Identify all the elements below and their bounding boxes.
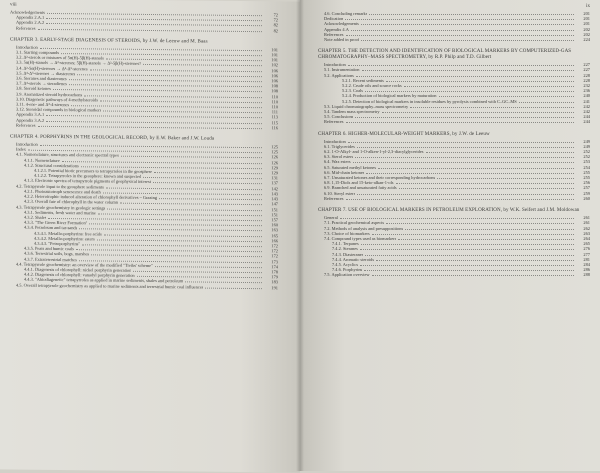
- toc-entry-title: 7.4. Compound types used as biomarkers: [324, 235, 397, 241]
- chapter-7-heading: CHAPTER 7. USE OF BIOLOGICAL MARKERS IN PETROLEUM EXPLORATION, by W.K. Seifert and J.M. Moldowan: [318, 208, 580, 214]
- toc-entry-title: References: [324, 31, 344, 37]
- toc-entry-page: 236: [583, 88, 590, 94]
- toc-list-chapter-6: [318, 139, 590, 201]
- dot-leader: [519, 102, 574, 103]
- toc-entry-title: Introduction: [324, 138, 346, 144]
- toc-entry-title: 5.2.4. Production of biological markers by maturation: [342, 93, 437, 99]
- toc-entry-page: 82: [273, 27, 278, 33]
- dot-leader: [372, 234, 574, 235]
- toc-entry-page: 265: [583, 241, 590, 247]
- toc-entry-page: 163: [271, 227, 278, 233]
- toc-entry-title: 7.4.2. Steranes: [332, 246, 358, 252]
- toc-entry-page: 288: [583, 272, 590, 278]
- toc-entry-page: 244: [583, 119, 590, 125]
- toc-entry-page: 108: [271, 88, 278, 94]
- toc-entry-title: Appendix 4.A: [324, 26, 349, 32]
- toc-entry-title: 5.4. Tandem mass spectrometry: [324, 109, 380, 115]
- toc-entry-title: 4.5. Overall tetrapyrrole geochemistry as applied to marine sediments and terrestrial humic coal influences: [16, 282, 204, 290]
- dot-leader: [410, 107, 574, 108]
- toc-entry-page: 255: [583, 169, 590, 175]
- dot-leader: [38, 126, 262, 129]
- toc-entry-title: 4.2. Tetrapyrrole input to the geosphere sediments: [16, 183, 104, 190]
- toc-entry-page: 82: [273, 22, 278, 28]
- toc-entry-page: 284: [583, 261, 590, 267]
- dot-leader: [360, 249, 574, 250]
- toc-entry-page: 72: [273, 17, 278, 23]
- toc-entry-page: 259: [583, 190, 590, 196]
- toc-entry-title: 4.3.2. Shales: [24, 214, 47, 220]
- toc-entry-title: Dedication: [324, 16, 344, 22]
- toc-entry-title: 7.4.1. Terpanes: [332, 241, 359, 247]
- toc-entry-title: 6.1. Triglycerides: [324, 143, 355, 149]
- dot-leader: [346, 122, 574, 123]
- toc-entry-title: 7.2. Methods of analysis and presuppositions: [324, 225, 404, 231]
- toc-entry-title: 3.1. Starting compounds: [16, 49, 59, 56]
- toc-entry-title: 4.3.4. Petroleum and tar-sands: [24, 224, 78, 231]
- dot-leader: [405, 229, 574, 230]
- toc-entry-title: 4.3.3. "The Green River Formation": [24, 219, 88, 226]
- dot-leader: [396, 183, 574, 184]
- toc-entry-page: 101: [271, 52, 278, 58]
- toc-entry-page: 227: [583, 67, 590, 73]
- toc-entry-title: 5.5. Conclusions: [324, 114, 354, 120]
- toc-entry-title: 6.7. Unsaturated ketones and their corresponding hydrocarbons: [324, 175, 436, 181]
- toc-entry-page: 224: [583, 37, 590, 43]
- dot-leader: [366, 173, 574, 174]
- toc-entry-title: 7.3. Choice of biomarkers: [324, 230, 370, 236]
- toc-entry-page: 106: [271, 73, 278, 79]
- book-gutter: [296, 0, 304, 471]
- toc-list-chapter-3: [10, 44, 278, 130]
- toc-entry-title: 4.4. Tetrapyrrole geochemistry: an overview of the modified "Treibs' scheme": [16, 261, 153, 268]
- toc-entry-page: 263: [583, 230, 590, 236]
- toc-entry-page: 202: [583, 26, 590, 32]
- toc-entry-title: 6.6. Mid-chain ketones: [324, 169, 365, 175]
- dot-leader: [382, 112, 574, 113]
- toc-entry-title: References: [16, 122, 36, 128]
- toc-entry-page: 253: [583, 159, 590, 165]
- toc-entry-title: 6.2. 1-O-Alkyl- and 1-O-alken-1-yl-2,3-diacylglycerides: [324, 149, 424, 155]
- toc-entry-title: 5.2. Applications: [324, 72, 354, 78]
- toc-entry-page: 172: [271, 243, 278, 249]
- dot-leader: [365, 91, 574, 92]
- toc-entry-page: 113: [271, 114, 278, 120]
- toc-entry-title: General: [324, 215, 338, 221]
- toc-entry-page: 276: [583, 246, 590, 252]
- toc-entry-title: 5.3. Liquid chromatography–mass spectrometry: [324, 103, 409, 109]
- toc-entry-page: 262: [583, 225, 590, 231]
- dot-leader: [364, 270, 574, 271]
- toc-entry-title: Introduction: [16, 44, 38, 50]
- toc-entry-page: 249: [583, 143, 590, 149]
- toc-entry-title: 3.11. 4-ene- and Δ⁴-4-sterenes: [16, 101, 70, 108]
- toc-entry-title: Appendix 3.A.2: [16, 117, 45, 123]
- toc-entry-page: 125: [271, 144, 278, 150]
- toc-entry-title: References: [324, 195, 344, 201]
- toc-entry-title: 6.9. Branched and unsaturated fatty acids: [324, 185, 397, 191]
- toc-entry-title: 4.1.2.2. Tetrapyrroles in the geosphere: known and suspected: [34, 173, 142, 180]
- toc-entry-title: 6.10. Steryl esters: [324, 190, 356, 196]
- toc-entry-page: 242: [583, 109, 590, 115]
- dot-leader: [356, 76, 574, 77]
- toc-entry-title: 7.1. Practical geochemical aspects: [324, 220, 385, 226]
- toc-entry-title: 4.2.3. Overall fate of chlorophyll in the water column: [24, 198, 119, 205]
- toc-entry-page: 179: [271, 274, 278, 280]
- toc-entry-page: 126: [271, 154, 278, 160]
- right-page: [300, 0, 600, 471]
- toc-entry-page: 110: [271, 93, 278, 99]
- toc-entry-title: 6.3. Sterol esters: [324, 154, 354, 160]
- toc-entry-title: 7.4.5. Acyclics: [332, 261, 359, 267]
- toc-entry-page: 116: [271, 125, 278, 131]
- toc-entry-title: 4.2.2. Heterotrophic induced alteration of chlorophyll derivatives – Grazing: [24, 193, 158, 201]
- page-number-right: ix: [586, 4, 590, 9]
- toc-list-chapter-5: [318, 62, 590, 124]
- toc-entry-title: 4.6. Concluding remarks: [324, 11, 368, 16]
- toc-entry-page: 264: [583, 235, 590, 241]
- toc-entry-page: 129: [271, 165, 278, 171]
- toc-entry-title: 3.5. Δ⁴-Δ⁵-sterenes → diasterenes: [16, 70, 76, 77]
- toc-entry-title: 5.2.5. Detection of biological markers in insoluble residues by pyrolysis combined with C–GC–MS: [342, 98, 517, 104]
- dot-leader: [351, 30, 574, 31]
- dot-leader: [361, 24, 574, 25]
- toc-entry-title: 5.2.1. Recent sediments: [342, 77, 384, 83]
- toc-entry-page: 244: [583, 114, 590, 120]
- toc-entry-page: 191: [271, 284, 278, 290]
- toc-entry-page: 110: [271, 99, 278, 105]
- toc-entry-page: 165: [271, 232, 278, 238]
- dot-leader: [38, 28, 262, 31]
- toc-entry-title: 4.4.3. "Abiodiagenetic" tetrapyrroles as applied in marine sediments, shales and petroleum: [24, 277, 184, 284]
- toc-entry-page: 242: [583, 103, 590, 109]
- toc-entry-page: 72: [273, 12, 278, 18]
- toc-entry-title: Introduction: [324, 62, 346, 68]
- dot-leader: [386, 223, 574, 224]
- toc-entry-title: Appendix 3.A.1: [16, 112, 45, 118]
- toc-entry-page: 151: [271, 206, 278, 212]
- toc-entry-title: 7.4.3. Diasteranes: [332, 251, 364, 257]
- toc-entry-title: 4.3.4.3. "Petroporphyrins": [34, 240, 81, 247]
- toc-entry: [318, 37, 590, 42]
- toc-entry-title: 3.7. Δ⁴-sterols → steradienes: [16, 80, 67, 87]
- chapter-6-heading: CHAPTER 6. HIGHER-MOLECULAR-WEIGHT MARKERS, by J.W. de Leeuw: [318, 131, 490, 137]
- toc-entry-page: 101: [271, 57, 278, 63]
- toc-entry-page: 142: [271, 185, 278, 192]
- toc-entry-title: 3.3. 5α(H)-stanols → Δ²-sterenes; 5β(H)-stanols → Δ²-5β(H)-sterenes?: [16, 60, 142, 67]
- toc-entry-page: 201: [583, 16, 590, 22]
- toc-entry-page: 143: [271, 196, 278, 202]
- toc-entry-page: 110: [271, 104, 278, 110]
- toc-entry-title: Appendix 2.A.2: [16, 20, 45, 26]
- toc-entry-title: 4.1.2.1. Potential biotic precursors to tetrapyrroles in the geosphere: [34, 167, 153, 175]
- dot-leader: [346, 35, 574, 36]
- chapter-5-heading: CHAPTER 5. THE DETECTION AND IDENTIFICATION OF BIOLOGICAL MARKERS BY COMPUTERIZED-GAS CHROMATOGRAPHY–MASS SPECTROMETRY, by R.P. Philp and T.D. Gilbert: [318, 49, 572, 61]
- dot-leader: [362, 70, 575, 71]
- toc-entry: [318, 272, 590, 277]
- dot-leader: [361, 244, 574, 245]
- toc-entry-page: 111: [271, 109, 278, 115]
- toc-entry-title: 7.5. Application overview: [324, 272, 370, 278]
- toc-entry-title: 6.4. Wax esters: [324, 159, 351, 165]
- chapter-4-heading: CHAPTER 4. PORPHYRINS IN THE GEOLOGICAL RECORD, by E.W. Baker and J.W. Louda: [10, 134, 215, 142]
- toc-entry-title: Note added in proof: [324, 37, 360, 43]
- toc-entry-page: 151: [271, 211, 278, 218]
- dot-leader: [369, 14, 574, 15]
- toc-entry-title: 4.3.1. Sediments, fresh water and marine: [24, 209, 96, 216]
- toc-entry-title: Acknowledgements: [324, 21, 359, 27]
- dot-leader: [357, 194, 574, 195]
- toc-entry-title: 3.8. Steroid ketones: [16, 86, 51, 92]
- toc-entry-page: 126: [271, 159, 278, 166]
- toc-entry-page: 281: [583, 256, 590, 262]
- dot-leader: [348, 65, 574, 66]
- toc-entry-title: 4.3.6. Terrestrial soils, bogs, marshes: [24, 251, 90, 257]
- toc-entry-page: 286: [583, 267, 590, 273]
- toc-entry-page: 240: [583, 93, 590, 99]
- toc-entry-title: 4.2.1. Photoautotroph senescence and death: [24, 188, 101, 195]
- toc-entry-title: 3.4. Δ²-5α(H)-sterenes → Δ⁴-Δ⁵-sterenes: [16, 65, 88, 71]
- toc-entry-page: 254: [583, 164, 590, 170]
- toc-entry-page: 232: [583, 83, 590, 89]
- dot-leader: [399, 188, 574, 189]
- toc-list-chapter-7: [318, 215, 590, 277]
- toc-entry-title: Introduction: [16, 141, 38, 147]
- toc-entry-title: Appendix 2.A.1: [16, 14, 45, 21]
- toc-entry-page: 166: [271, 237, 278, 244]
- dot-leader: [346, 199, 574, 200]
- toc-entry-page: 125: [271, 149, 278, 155]
- dot-leader: [345, 19, 574, 20]
- toc-entry-page: 101: [271, 47, 278, 53]
- toc-entry-page: 115: [271, 119, 278, 125]
- toc-entry-title: 4.3.5. Peats and humic coals: [24, 245, 74, 252]
- toc-entry-page: 174: [271, 264, 278, 270]
- toc-entry-page: 252: [583, 154, 590, 160]
- dot-leader: [355, 157, 574, 158]
- toc-entry-page: 255: [583, 175, 590, 181]
- toc-entry-page: 143: [271, 191, 278, 197]
- toc-entry-page: 137: [271, 180, 278, 186]
- toc-entry-title: References: [16, 25, 36, 31]
- toc-entry-page: 228: [583, 72, 590, 78]
- toc-entry-page: 202: [583, 31, 590, 37]
- toc-entry: [318, 196, 590, 201]
- toc-entry-title: 6.8. 1,15-Diols and 15-keto-alkan-1-ols: [324, 180, 394, 186]
- dot-leader: [376, 260, 574, 261]
- toc-entry-title: 4.3. Tetrapyrrole geochemistry in geologic settings: [16, 204, 106, 211]
- dot-leader: [357, 147, 574, 148]
- toc-entry-page: 256: [583, 180, 590, 186]
- toc-entry-page: 260: [583, 195, 590, 201]
- toc-entry-page: 228: [583, 77, 590, 83]
- toc-entry-page: 277: [583, 251, 590, 257]
- toc-entry-title: 4.3.4.2. Metallo-porphyrins: esters: [34, 235, 95, 242]
- toc-entry-page: 157: [271, 217, 278, 223]
- dot-leader: [353, 162, 574, 163]
- toc-entry-page: 102: [271, 62, 278, 68]
- toc-entry-page: 108: [271, 83, 278, 89]
- toc-entry-title: 4.3.4.1. Metallo-porphyrins: free acids: [34, 230, 102, 237]
- toc-entry-title: 3.6. Steranes and diasteranes: [16, 75, 67, 82]
- toc-entry-title: References: [324, 119, 344, 125]
- toc-entry-page: 252: [583, 149, 590, 155]
- toc-entry-title: 5.2.2. Crude oils and source rocks: [342, 83, 402, 89]
- toc-entry-page: 147: [271, 201, 278, 207]
- toc-entry-page: 201: [583, 21, 590, 27]
- toc-entry-page: 261: [583, 215, 590, 221]
- toc-entry-title: 4.4.1. Diagenesis of chlorophyll: nickel porphyrin generation: [24, 266, 132, 273]
- toc-entry-title: 7.4.6. Porphyrins: [332, 267, 363, 273]
- toc-entry-title: 5.1. Instrumentation: [324, 67, 360, 73]
- toc-entry-page: 131: [271, 175, 278, 181]
- dot-leader: [437, 178, 574, 179]
- toc-entry-title: 3.10. Diagenetic pathways of 4-methylsteroids: [16, 96, 98, 103]
- toc-entry-title: 4.1.1. Nomenclature: [24, 157, 60, 163]
- toc-entry-page: 172: [271, 248, 278, 254]
- dot-leader: [404, 86, 574, 87]
- toc-entry-title: Acknowledgements: [10, 9, 45, 15]
- dot-leader: [361, 40, 574, 41]
- toc-entry-page: 106: [271, 78, 278, 84]
- toc-entry-page: 257: [583, 185, 590, 191]
- toc-entry-page: 173: [271, 258, 278, 264]
- toc-entry-title: 6.5. Saturated methyl ketones: [324, 164, 377, 170]
- dot-leader: [360, 265, 574, 266]
- toc-entry-page: 172: [271, 253, 278, 259]
- toc-entry-title: 4.1. Nomenclature, structures and electronic spectral types: [16, 152, 119, 159]
- toc-entry-title: 4.4.2. Diagenesis of chlorophyll: vanadyl porphyrin generation: [24, 271, 135, 278]
- toc-entry-page: 201: [583, 11, 590, 16]
- dot-leader: [348, 142, 574, 143]
- dot-leader: [398, 239, 574, 240]
- toc-entry-title: 4.1.3. Electronic spectra of tetrapyrrole pigments of geophysical interest: [24, 178, 151, 185]
- toc-entry-page: 160: [271, 222, 278, 228]
- toc-entry-page: 129: [271, 170, 278, 176]
- toc-entry-title: 3.12. Steroidal compounds in biological markers: [16, 106, 102, 113]
- toc-entry-page: 106: [271, 67, 278, 73]
- toc-entry-page: 261: [583, 220, 590, 226]
- toc-entry-title: Index: [16, 146, 26, 152]
- dot-leader: [426, 152, 575, 153]
- dot-leader: [386, 81, 574, 82]
- toc-entry-title: 7.4.4. Aromatic steroids: [332, 256, 375, 262]
- chapter-3-heading: CHAPTER 3. EARLY-STAGE DIAGENESIS OF STEROIDS, by J.W. de Leeuw and M. Baas: [10, 37, 208, 45]
- toc-entry-title: 4.3.7. Extraterrestrial matches: [24, 256, 77, 262]
- toc-list-chapter-4: [10, 142, 278, 290]
- page-number-left: viii: [10, 2, 17, 8]
- toc-entry: [318, 119, 590, 124]
- toc-entry-page: 178: [271, 269, 278, 275]
- toc-entry-title: 3.2. Δ²-sterols or mixtures of 5α(H)-5β(H)-stanols: [16, 54, 104, 61]
- toc-list-right-top: [318, 11, 590, 42]
- dot-leader: [340, 218, 574, 219]
- dot-leader: [378, 168, 574, 169]
- toc-entry-page: 249: [583, 138, 590, 144]
- toc-entry-page: 227: [583, 62, 590, 68]
- dot-leader: [205, 287, 262, 289]
- dot-leader: [365, 255, 574, 256]
- toc-entry-page: 241: [583, 98, 590, 104]
- dot-leader: [439, 96, 574, 97]
- dot-leader: [355, 117, 574, 118]
- toc-entry-title: 4.1.2. Structural considerations: [24, 162, 79, 169]
- toc-entry-title: 5.2.3. Coals: [342, 88, 363, 94]
- toc-entry-page: 183: [271, 279, 278, 285]
- toc-list-left-top: [10, 10, 278, 34]
- toc-entry-title: 3.9. Aromatized steroid hydrocarbons: [16, 91, 83, 97]
- dot-leader: [372, 275, 574, 276]
